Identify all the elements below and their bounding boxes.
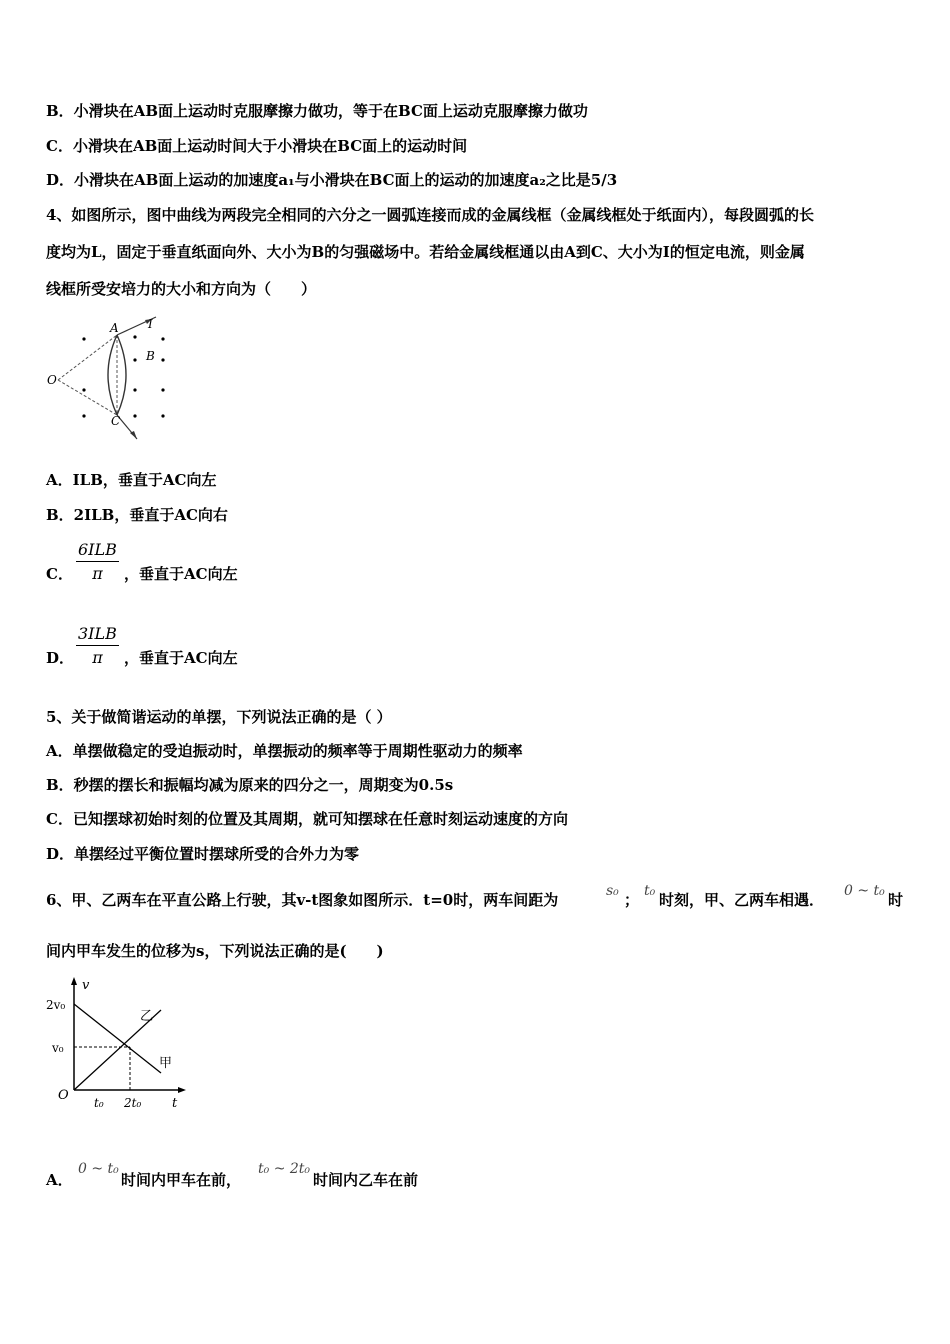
- label-b: B: [146, 349, 155, 363]
- q6-t0: t₀: [644, 883, 656, 899]
- q6-stem-part1: 6、甲、乙两车在平直公路上行驶，其v-t图象如图所示．t=0时，两车间距为: [46, 891, 559, 909]
- fraction-denominator: π: [92, 564, 103, 583]
- label-i: I: [148, 317, 153, 331]
- q4-option-d-label: D．: [46, 649, 75, 667]
- q5-option-a: A．单摆做稳定的受迫振动时，单摆振动的频率等于周期性驱动力的频率: [46, 742, 523, 760]
- fraction-denominator: π: [92, 648, 103, 667]
- q6-option-a-text2: 时间内乙车在前: [313, 1171, 419, 1189]
- q5-option-b: B．秒摆的摆长和振幅均减为原来的四分之一，周期变为0.5s: [46, 776, 454, 794]
- q4-option-d-fraction: [76, 624, 119, 667]
- tick-t0: t₀: [94, 1096, 104, 1110]
- axis-label-t: t: [172, 1096, 178, 1111]
- fraction-numerator: 3ILB: [76, 624, 119, 646]
- q6-s0: s₀: [606, 883, 619, 899]
- q4-stem-line3: 线框所受安培力的大小和方向为（ ）: [46, 280, 317, 298]
- magnetic-field-dots: [82, 335, 164, 417]
- q3-option-b: B．小滑块在AB面上运动时克服摩擦力做功，等于在BC面上运动克服摩擦力做功: [46, 102, 588, 120]
- q6-vt-graph: [44, 975, 194, 1120]
- q4-option-c-fraction: [76, 540, 119, 583]
- tick-v0: v₀: [52, 1041, 64, 1055]
- q4-stem-line2: 度均为L，固定于垂直纸面向外、大小为B的匀强磁场中。若给金属线框通以由A到C、大小为I的恒定电流，则金属: [46, 243, 805, 261]
- q3-option-d: D．小滑块在AB面上运动的加速度a₁与小滑块在BC面上的运动的加速度a₂之比是5/3: [46, 171, 618, 189]
- label-o: O: [47, 373, 57, 387]
- q4-option-c-text: ，垂直于AC向左: [124, 565, 238, 583]
- q5-option-c: C．已知摆球初始时刻的位置及其周期，就可知摆球在任意时刻运动速度的方向: [46, 810, 568, 828]
- label-c: C: [111, 414, 121, 428]
- q6-sep: ；: [624, 891, 640, 909]
- q4-figure-magnetic-arc: [44, 312, 176, 444]
- tick-2v0: 2v₀: [46, 998, 66, 1012]
- label-a: A: [110, 321, 119, 335]
- q4-option-a: A．ILB，垂直于AC向左: [46, 471, 217, 489]
- q6-stem-part2: 时刻，甲、乙两车相遇．: [659, 891, 825, 909]
- q3-option-c: C．小滑块在AB面上运动时间大于小滑块在BC面上的运动时间: [46, 137, 468, 155]
- tick-2t0: 2t₀: [124, 1096, 142, 1110]
- q6-option-a-range1: 0 ~ t₀: [78, 1161, 119, 1177]
- q6-stem-line2: 间内甲车发生的位移为s，下列说法正确的是( ): [46, 942, 384, 960]
- q6-option-a-range2: t₀ ~ 2t₀: [258, 1161, 311, 1177]
- q6-option-a-label: A．: [46, 1171, 73, 1189]
- q4-option-c-label: C．: [46, 565, 73, 583]
- q5-stem: 5、关于做简谐运动的单摆，下列说法正确的是（ ）: [46, 708, 392, 726]
- q6-option-a-text1: 时间内甲车在前，: [121, 1171, 242, 1189]
- fraction-numerator: 6ILB: [76, 540, 119, 562]
- origin-label: O: [58, 1088, 69, 1103]
- q4-option-d-text: ，垂直于AC向左: [124, 649, 238, 667]
- label-yi: 乙: [140, 1009, 154, 1024]
- label-jia: 甲: [159, 1056, 173, 1071]
- q4-option-b: B．2ILB，垂直于AC向右: [46, 506, 228, 524]
- q5-option-d: D．单摆经过平衡位置时摆球所受的合外力为零: [46, 845, 360, 863]
- axis-label-v: v: [82, 978, 90, 993]
- q6-stem-part3: 时: [888, 891, 904, 909]
- q4-stem-line1: 4、如图所示，图中曲线为两段完全相同的六分之一圆弧连接而成的金属线框（金属线框处于纸面内），每段圆弧的长: [46, 206, 814, 224]
- q6-range: 0 ~ t₀: [844, 883, 885, 899]
